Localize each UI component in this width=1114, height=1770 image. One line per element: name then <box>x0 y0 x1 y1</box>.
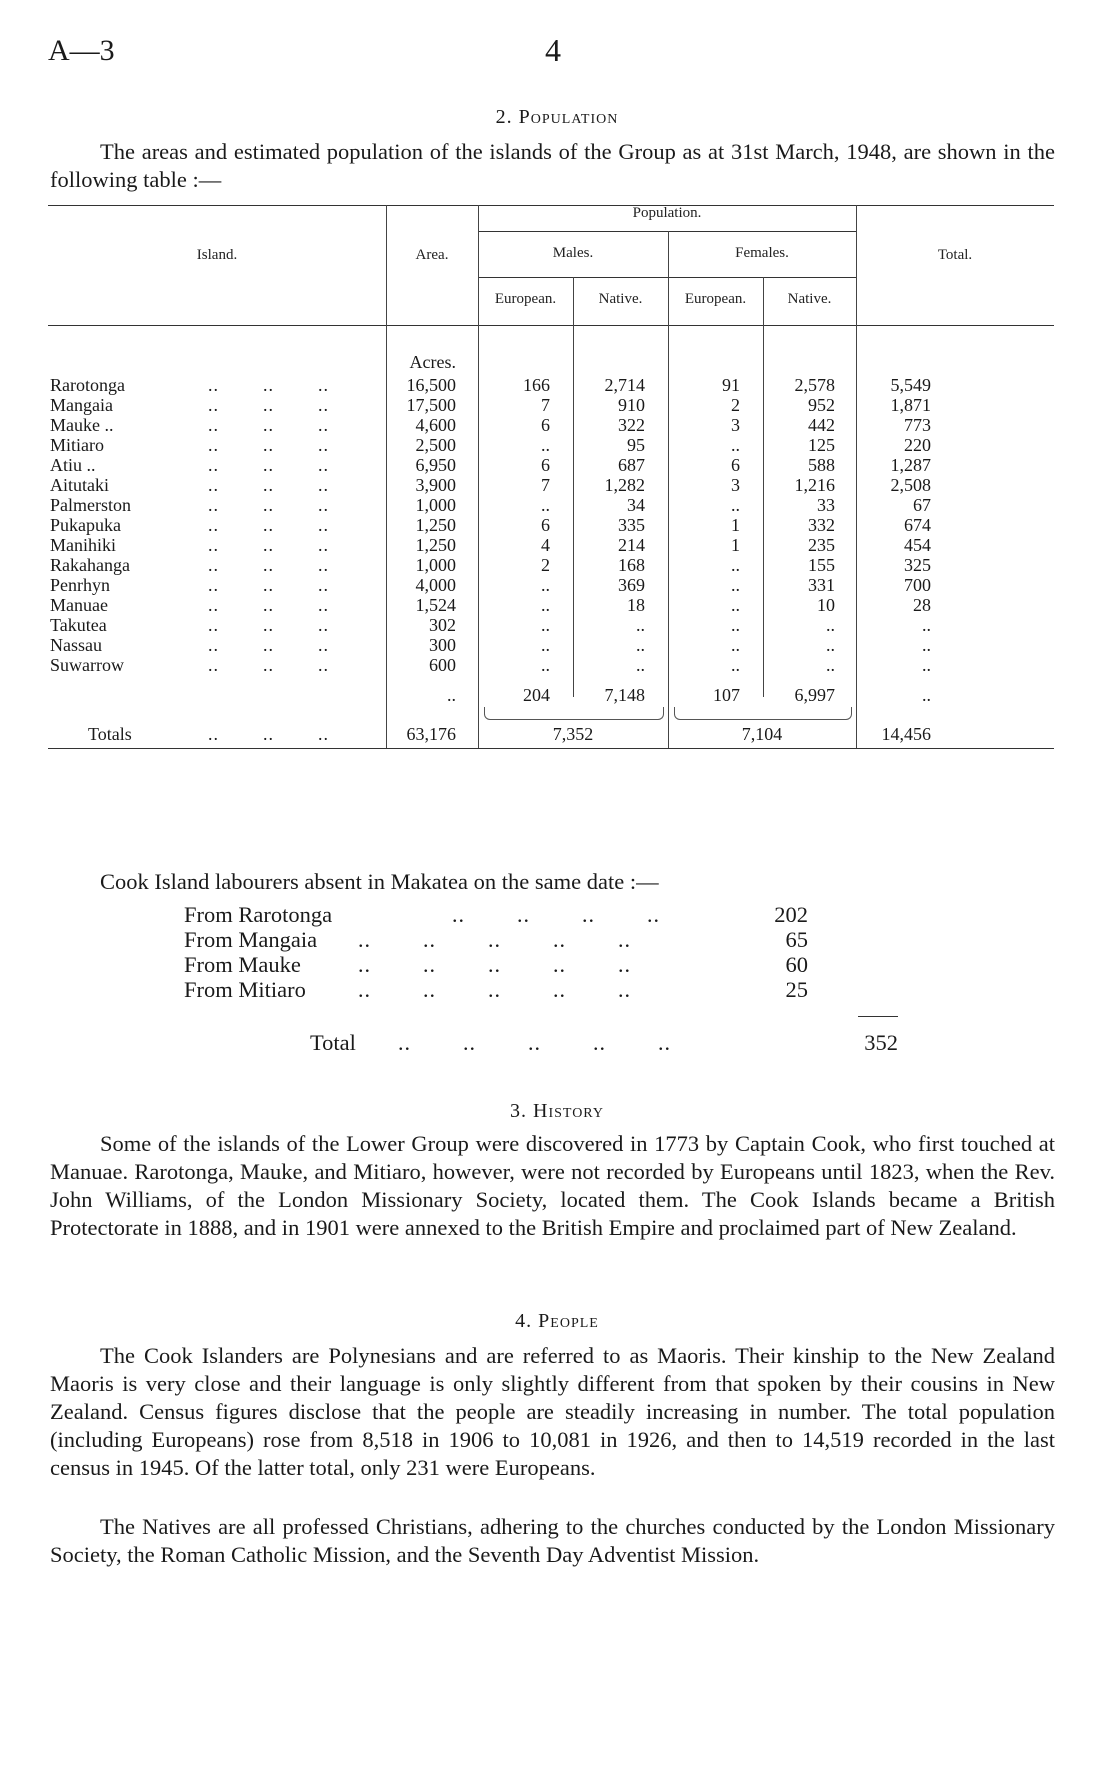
cell-f-eur: 3 <box>731 415 740 435</box>
cell-area: 17,500 <box>406 395 456 415</box>
cell-f-nat: 1,216 <box>794 475 835 495</box>
labourer-count: 202 <box>774 902 808 927</box>
totals-total: 14,456 <box>881 724 931 744</box>
leader-dots: .. .. .. .. .. <box>358 927 631 952</box>
labourers-total-value: 352 <box>864 1030 898 1055</box>
cell-m-eur: 166 <box>523 375 550 395</box>
cell-m-nat: 95 <box>627 435 645 455</box>
table-header-rule <box>48 325 1054 326</box>
cell-total: 454 <box>904 535 931 555</box>
cell-f-nat: 332 <box>808 515 835 535</box>
subtotal-female-european: 107 <box>713 685 740 705</box>
cell-m-eur: .. <box>541 575 550 595</box>
island-name: Palmerston <box>50 495 131 515</box>
leader-dots: .. .. .. .. .. <box>358 952 631 977</box>
header-island: Island. <box>196 247 238 263</box>
totals-leader: .. .. .. <box>208 724 329 744</box>
cell-m-nat: .. <box>636 635 645 655</box>
cell-m-eur: .. <box>541 655 550 675</box>
leader-dots: .. .. .. <box>208 635 329 655</box>
cell-m-eur: .. <box>541 435 550 455</box>
cell-m-nat: 34 <box>627 495 645 515</box>
cell-f-nat: 33 <box>817 495 835 515</box>
header-area: Area. <box>415 247 449 263</box>
cell-m-eur: .. <box>541 495 550 515</box>
leader-dots: .. .. .. <box>208 435 329 455</box>
cell-f-eur: .. <box>731 555 740 575</box>
cell-area: 1,524 <box>415 595 456 615</box>
cell-m-nat: 335 <box>618 515 645 535</box>
cell-area: 300 <box>429 635 456 655</box>
island-name: Takutea <box>50 615 107 635</box>
population-table <box>48 205 1054 845</box>
population-header-rule <box>478 231 856 232</box>
totals-area: 63,176 <box>406 724 456 744</box>
island-name: Manihiki <box>50 535 116 555</box>
cell-f-nat: 10 <box>817 595 835 615</box>
cell-f-eur: 91 <box>722 375 740 395</box>
cell-total: 1,871 <box>890 395 931 415</box>
cell-m-nat: 18 <box>627 595 645 615</box>
cell-m-eur: 2 <box>541 555 550 575</box>
cell-total: 220 <box>904 435 931 455</box>
subtotal-area: .. <box>447 685 456 705</box>
people-paragraph-1 <box>50 1342 1055 1482</box>
subtotal-male-native: 7,148 <box>604 685 645 705</box>
island-name: Manuae <box>50 595 108 615</box>
cell-area: 6,950 <box>415 455 456 475</box>
leader-dots: .. .. .. <box>208 475 329 495</box>
labourer-count: 65 <box>785 927 808 952</box>
cell-f-nat: 235 <box>808 535 835 555</box>
leader-dots: .. .. .. <box>208 375 329 395</box>
leader-dots: .. .. .. <box>208 615 329 635</box>
cell-total: 700 <box>904 575 931 595</box>
header-females: Females. <box>735 245 789 261</box>
cell-f-nat: 952 <box>808 395 835 415</box>
cell-area: 1,250 <box>415 535 456 555</box>
island-name: Aitutaki <box>50 475 109 495</box>
leader-dots: .. .. .. <box>208 555 329 575</box>
history-text: Some of the islands of the Lower Group were discovered in 1773 by Captain Cook, who first touched at Manuae. Rarotonga, Mauke, and Mitiaro, however, were not recorded by Europeans until 1823, when the Rev. John Williams, of the London Missionary Society, located them. The Cook Islands became a British Protectorate in 1888, and in 1901 were annexed to the British Empire and proclaimed part of New Zealand. <box>50 1131 1055 1240</box>
cell-f-nat: 588 <box>808 455 835 475</box>
cell-f-nat: 442 <box>808 415 835 435</box>
island-name: Mangaia <box>50 395 113 415</box>
leader-dots: .. .. .. <box>208 495 329 515</box>
leader-dots: .. .. .. <box>208 395 329 415</box>
cell-m-eur: 7 <box>541 395 550 415</box>
cell-m-nat: 214 <box>618 535 645 555</box>
island-name: Rarotonga <box>50 375 125 395</box>
leader-dots: .. .. .. <box>208 415 329 435</box>
cell-f-eur: 2 <box>731 395 740 415</box>
cell-f-eur: .. <box>731 575 740 595</box>
island-name: Penrhyn <box>50 575 110 595</box>
section-title-people: 4. People <box>515 1310 599 1332</box>
page-number: 4 <box>545 32 561 68</box>
cell-m-nat: .. <box>636 615 645 635</box>
males-brace <box>484 707 664 720</box>
subtotal-male-european: 204 <box>523 685 550 705</box>
island-name: Mitiaro <box>50 435 104 455</box>
cell-m-nat: 687 <box>618 455 645 475</box>
cell-f-eur: .. <box>731 495 740 515</box>
leader-dots: .. .. .. <box>208 595 329 615</box>
leader-dots: .. .. .. .. <box>452 902 660 927</box>
cell-total: 1,287 <box>890 455 931 475</box>
people-paragraph-2 <box>50 1513 1055 1569</box>
cell-m-eur: .. <box>541 615 550 635</box>
cell-m-nat: 2,714 <box>604 375 645 395</box>
people-text-1: The Cook Islanders are Polynesians and are referred to as Maoris. Their kinship to the New Zealand Maoris is very close and their language is only slightly different from that spoken by their cousins in New Zealand. Census figures disclose that the people are steadily increasing in number. The total population (including Europeans) rose from 8,518 in 1906 to 10,081 in 1926, and then to 14,519 recorded in the last census in 1945. Of the latter total, only 231 were Europeans. <box>50 1343 1055 1480</box>
cell-f-nat: .. <box>826 635 835 655</box>
island-name: Pukapuka <box>50 515 121 535</box>
cell-area: 3,900 <box>415 475 456 495</box>
cell-m-eur: 6 <box>541 415 550 435</box>
leader-dots: .. .. .. <box>208 655 329 675</box>
cell-area: 2,500 <box>415 435 456 455</box>
cell-total: .. <box>922 655 931 675</box>
header-population: Population. <box>632 205 702 221</box>
header-male-european: European. <box>494 291 557 307</box>
cell-area: 600 <box>429 655 456 675</box>
cell-f-nat: .. <box>826 615 835 635</box>
cell-m-eur: 6 <box>541 515 550 535</box>
header-total: Total. <box>937 247 973 263</box>
cell-m-eur: .. <box>541 595 550 615</box>
island-name: Rakahanga <box>50 555 130 575</box>
labourer-origin: From Mangaia <box>184 927 318 952</box>
page-reference: A—3 <box>48 34 115 67</box>
cell-total: 2,508 <box>890 475 931 495</box>
cell-area: 4,600 <box>415 415 456 435</box>
cell-total: 773 <box>904 415 931 435</box>
labourer-count: 25 <box>785 977 808 1002</box>
cell-m-eur: 7 <box>541 475 550 495</box>
cell-m-nat: 322 <box>618 415 645 435</box>
leader-dots: .. .. .. <box>208 575 329 595</box>
cell-m-nat: 369 <box>618 575 645 595</box>
leader-dots: .. .. .. <box>208 535 329 555</box>
cell-total: .. <box>922 635 931 655</box>
cell-area: 1,250 <box>415 515 456 535</box>
totals-females: 7,104 <box>741 724 783 744</box>
cell-m-eur: 6 <box>541 455 550 475</box>
cell-f-eur: .. <box>731 635 740 655</box>
population-intro-text: The areas and estimated population of the islands of the Group as at 31st March, 1948, are shown in the following table :— <box>50 139 1055 192</box>
cell-f-eur: 1 <box>731 515 740 535</box>
cell-total: 5,549 <box>890 375 931 395</box>
population-intro <box>50 138 1055 194</box>
people-text-2: The Natives are all professed Christians, adhering to the churches conducted by the London Missionary Society, the Roman Catholic Mission, and the Seventh Day Adventist Mission. <box>50 1514 1055 1567</box>
cell-area: 302 <box>429 615 456 635</box>
cell-m-nat: 168 <box>618 555 645 575</box>
labourers-intro-text: Cook Island labourers absent in Makatea on the same date :— <box>100 869 659 894</box>
labourers-total-label: Total <box>310 1030 356 1055</box>
cell-m-eur: .. <box>541 635 550 655</box>
labourers-intro <box>50 868 1055 896</box>
header-female-european: European. <box>684 291 747 307</box>
cell-f-eur: .. <box>731 435 740 455</box>
cell-f-eur: .. <box>731 655 740 675</box>
cell-f-eur: 1 <box>731 535 740 555</box>
island-name: Suwarrow <box>50 655 124 675</box>
cell-f-nat: 2,578 <box>794 375 835 395</box>
header-male-native: Native. <box>598 291 643 307</box>
cell-total: 28 <box>913 595 931 615</box>
totals-males: 7,352 <box>552 724 594 744</box>
leader-dots: .. .. .. .. .. <box>358 977 631 1002</box>
cell-f-nat: 125 <box>808 435 835 455</box>
cell-f-eur: .. <box>731 595 740 615</box>
cell-area: 16,500 <box>406 375 456 395</box>
cell-f-nat: .. <box>826 655 835 675</box>
females-brace <box>674 707 852 720</box>
cell-total: 325 <box>904 555 931 575</box>
totals-label: Totals <box>88 724 132 744</box>
island-name: Mauke .. <box>50 415 114 435</box>
island-name: Atiu .. <box>50 455 96 475</box>
history-paragraph <box>50 1130 1055 1242</box>
subtotal-female-native: 6,997 <box>794 685 835 705</box>
labourers-total-leader: .. .. .. .. .. <box>398 1030 671 1055</box>
labourers-sum-rule <box>858 1016 898 1017</box>
cell-f-eur: 6 <box>731 455 740 475</box>
section-title-population: 2. Population <box>495 106 619 128</box>
subtotal-total: .. <box>922 685 931 705</box>
cell-total: 67 <box>913 495 931 515</box>
table-bottom-rule <box>48 748 1054 749</box>
cell-f-nat: 155 <box>808 555 835 575</box>
cell-f-eur: 3 <box>731 475 740 495</box>
cell-m-nat: .. <box>636 655 645 675</box>
cell-m-nat: 1,282 <box>604 475 645 495</box>
cell-area: 1,000 <box>415 495 456 515</box>
cell-area: 4,000 <box>415 575 456 595</box>
leader-dots: .. .. .. <box>208 515 329 535</box>
cell-m-nat: 910 <box>618 395 645 415</box>
area-unit: Acres. <box>409 352 456 372</box>
labourer-origin: From Mauke <box>184 952 301 977</box>
cell-total: 674 <box>904 515 931 535</box>
header-males: Males. <box>552 245 594 261</box>
cell-f-eur: .. <box>731 615 740 635</box>
island-name: Nassau <box>50 635 102 655</box>
labourer-origin: From Rarotonga <box>184 902 333 927</box>
cell-f-nat: 331 <box>808 575 835 595</box>
sex-header-rule <box>478 277 856 278</box>
cell-area: 1,000 <box>415 555 456 575</box>
leader-dots: .. .. .. <box>208 455 329 475</box>
cell-total: .. <box>922 615 931 635</box>
cell-m-eur: 4 <box>541 535 550 555</box>
section-title-history: 3. History <box>510 1100 604 1122</box>
labourer-count: 60 <box>785 952 808 977</box>
header-female-native: Native. <box>787 291 832 307</box>
labourer-origin: From Mitiaro <box>184 977 306 1002</box>
